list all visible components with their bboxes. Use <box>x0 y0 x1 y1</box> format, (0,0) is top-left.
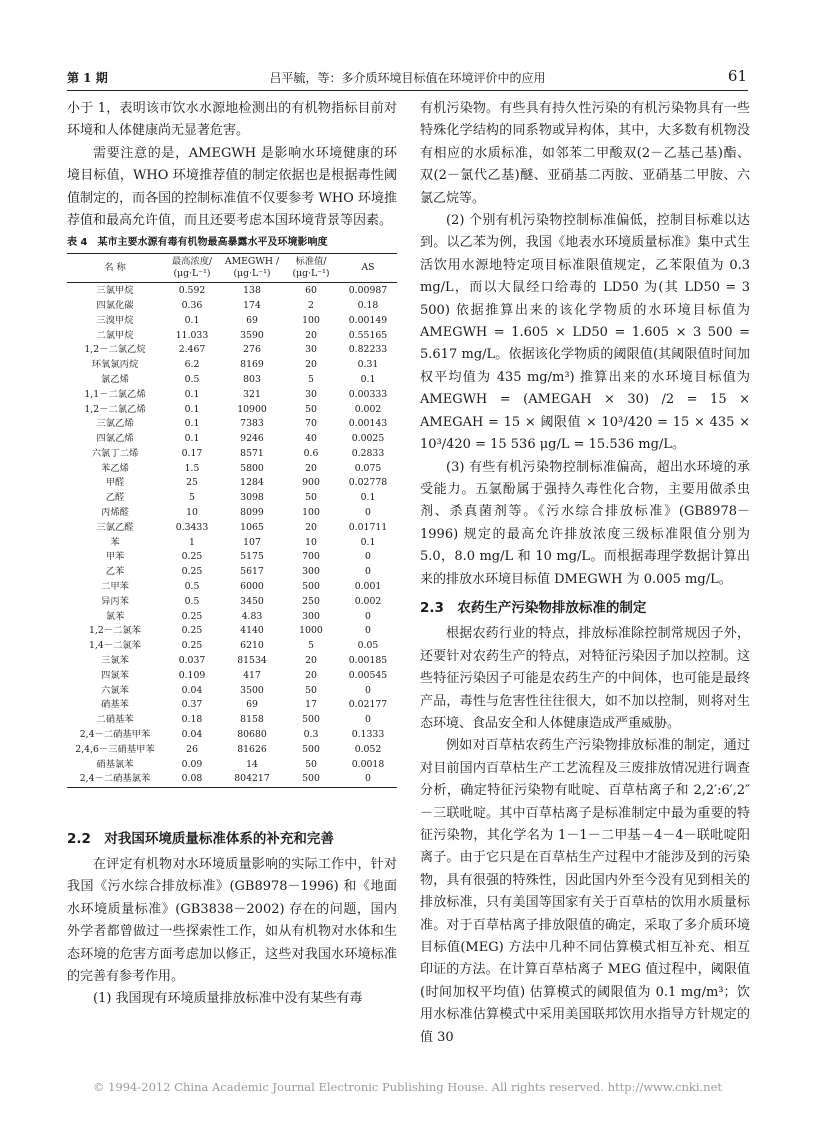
table-cell: 10900 <box>237 403 267 415</box>
table-cell: 100 <box>302 314 320 326</box>
table-cell: 0.18 <box>181 714 203 726</box>
table-row <box>67 357 397 372</box>
table-cell: 3098 <box>240 492 264 504</box>
table-row <box>67 372 397 387</box>
running-title: 吕平毓，等：多介质环境目标值在环境评价中的应用 <box>269 71 546 85</box>
table-cell: 8099 <box>240 507 264 519</box>
right-column <box>420 98 750 1049</box>
table-cell: 300 <box>302 610 320 622</box>
table-cell: 0.31 <box>357 359 379 371</box>
section-2-2-paragraph: 在评定有机物对水环境质量影响的实际工作中，针对我国《污水综合排放标准》(GB8978－1996) 和《地面水环境质量标准》(GB3838－2002) 存在的问题，国内外学者都曾做过一些探索性工作，如从有机物对水体和生态环境的危害方面考虑加以修正，这些对我国水环境标准的完善有参考作用。 <box>67 856 397 984</box>
table-cell: 0.01711 <box>348 521 388 533</box>
table-cell: 250 <box>302 595 320 607</box>
table-cell: 1,2－二氯乙烷 <box>84 344 146 356</box>
table-row <box>67 476 397 491</box>
copyright-footer: © 1994-2012 China Academic Journal Electronic Publishing House. All rights reserved. http://www.cnki.net <box>92 1080 723 1094</box>
table-cell: 六氯苯 <box>101 684 129 696</box>
table-cell: 二硝基苯 <box>96 714 134 726</box>
table-cell: 硝基氯苯 <box>96 758 134 770</box>
note-paragraph: 需要注意的是，AMEGWH 是影响水环境健康的环境目标值，WHO 环境推荐值的制定依据也是根据毒性阈值制定的，而各国的控制标准值不仅要参考 WHO 环境推荐值和最高允许值，而且还要考虑本国环境背景等因素。 <box>67 145 397 229</box>
table-row <box>67 653 397 668</box>
table-cell: 0.25 <box>181 640 203 652</box>
section-2-3-paragraph-b: 例如对百草枯农药生产污染物排放标准的制定，通过对目前国内百草枯生产工艺流程及三废排放情况进行调查分析，确定特征污染物有吡啶、百草枯离子和 2,2′:6′,2″－三联吡啶。其中百草枯离子是标准制定中最为重要的特征污染物，其化学名为 1－1－二甲基－4－4－联吡啶阳离子。由于它只是在百草枯生产过程中才能涉及到的污染物，具有很强的特殊性，因此国内外至今没有见到相关的排放标准，只有美国等国家有关于百草枯的饮用水质量标准。对于百草枯离子排放限值的确定，采取了多介质环境目标值(MEG) 方法中几种不同估算模式相互补充、相互印证的方法。在计算百草枯离子 MEG 值过程中，阈限值(时间加权平均值) 估算模式的阈限值为 0.1 mg/m³；饮用水标准估算模式中采用美国联邦饮用水指导方针规定的值 30 <box>420 738 750 1045</box>
page-number: 61 <box>727 67 747 85</box>
table-row <box>67 594 397 609</box>
table-cell: 0.037 <box>178 655 206 667</box>
table-cell: 1.5 <box>184 462 200 474</box>
table-cell: 25 <box>186 477 198 489</box>
table-cell: 50 <box>305 684 317 696</box>
header-cell: 名 称 <box>67 254 163 283</box>
table-cell: 0.04 <box>181 684 203 696</box>
table-cell: 30 <box>305 344 317 356</box>
table-cell: 四氯化碳 <box>96 299 134 311</box>
table-cell: 0.25 <box>181 551 203 563</box>
table-cell: 50 <box>305 492 317 504</box>
table-cell: 0.00185 <box>348 655 388 667</box>
table-cell: 0.17 <box>181 447 203 459</box>
table-cell: 80680 <box>237 729 267 741</box>
table-cell: 乙醛 <box>105 492 125 504</box>
table-cell: 甲醛 <box>105 477 125 489</box>
table-cell: 20 <box>305 655 317 667</box>
table-cell: 50 <box>305 758 317 770</box>
table-cell: 5 <box>308 373 314 385</box>
table-cell: 81534 <box>237 655 267 667</box>
table-cell: 0.55165 <box>348 329 388 341</box>
table-row <box>67 713 397 728</box>
table-cell: 0.001 <box>354 581 382 593</box>
table-row <box>67 742 397 757</box>
table-cell: 硝基苯 <box>101 699 129 711</box>
table-cell: 8169 <box>240 359 264 371</box>
table-cell: 69 <box>246 314 258 326</box>
table-cell: 803 <box>243 373 261 385</box>
table-cell: 0 <box>339 772 397 787</box>
table-cell: 0.002 <box>354 403 382 415</box>
table-cell: 26 <box>186 743 198 755</box>
table-cell: 1284 <box>240 477 264 489</box>
table-cell: 0.25 <box>181 610 203 622</box>
table-cell: 10 <box>305 536 317 548</box>
table-cell: 20 <box>305 329 317 341</box>
table-row <box>67 283 397 298</box>
table-cell: 环氧氯丙烷 <box>91 359 139 371</box>
table-cell: 3590 <box>240 329 264 341</box>
table-cell: 0.5 <box>184 581 200 593</box>
table-cell: 5175 <box>240 551 264 563</box>
section-2-3-title: 2.3 农药生产污染物排放标准的制定 <box>420 599 647 616</box>
table-cell: 8571 <box>240 447 264 459</box>
table-cell: 5617 <box>240 566 264 578</box>
section-2-3-paragraph-a: 根据农药行业的特点，排放标准除控制常规因子外，还要针对农药生产的特点，对特征污染因子加以控制。这些特征污染因子可能是农药生产的中间体，也可能是最终产品，毒性与危害性往往很大，如不加以控制，则将对生态环境、食品安全和人体健康造成严重威胁。 <box>420 626 750 731</box>
table-cell: 7383 <box>240 418 264 430</box>
table-row <box>67 520 397 535</box>
table-cell: 900 <box>302 477 320 489</box>
table-row <box>67 550 397 565</box>
table-cell: 0.00333 <box>348 388 388 400</box>
table-cell: 2.467 <box>178 344 206 356</box>
section-2-2-item-1: (1) 我国现有环境质量排放标准中没有某些有毒 <box>93 991 363 1007</box>
table-cell: 50 <box>305 403 317 415</box>
table-row <box>67 757 397 772</box>
table-cell: 0.18 <box>357 299 379 311</box>
table-row <box>67 298 397 313</box>
table-cell: 乙苯 <box>105 566 125 578</box>
table-cell: 0.1333 <box>351 729 385 741</box>
table-cell: 异丙苯 <box>101 595 129 607</box>
table-cell: 0.109 <box>178 669 206 681</box>
table-cell: 1,2－二氯苯 <box>89 625 141 637</box>
table-cell: 0.00987 <box>348 285 388 297</box>
table-cell: 四氯乙烯 <box>96 433 134 445</box>
table-cell: 6210 <box>240 640 264 652</box>
table-cell: 0.0025 <box>351 433 385 445</box>
table-cell: 700 <box>302 551 320 563</box>
header-cell: AMEGWH / (μg·L⁻¹) <box>221 254 283 283</box>
table-row <box>67 431 397 446</box>
table-cell: 4140 <box>240 625 264 637</box>
table-cell: 0 <box>365 507 371 519</box>
table-cell: 3450 <box>240 595 264 607</box>
table-cell: 0 <box>365 610 371 622</box>
table-cell: 0.1 <box>184 388 200 400</box>
table-cell: 69 <box>246 699 258 711</box>
table-cell: 0.25 <box>181 566 203 578</box>
table-row <box>67 535 397 550</box>
table-cell: 5 <box>189 492 195 504</box>
table-cell: 11.033 <box>175 329 209 341</box>
table-row <box>67 609 397 624</box>
table-row <box>67 683 397 698</box>
table-cell: 0.5 <box>184 595 200 607</box>
table-cell: 417 <box>243 669 261 681</box>
table-cell: 6.2 <box>184 359 200 371</box>
header-cell: 标准值/ (μg·L⁻¹) <box>283 254 339 283</box>
table-row <box>67 461 397 476</box>
table-cell: 0.3433 <box>175 521 209 533</box>
table-cell: 二甲苯 <box>101 581 129 593</box>
table-cell: 0 <box>365 684 371 696</box>
table-cell: 0 <box>365 625 371 637</box>
data-table <box>67 253 397 787</box>
table-cell: 20 <box>305 359 317 371</box>
table-cell: 0.0018 <box>351 758 385 770</box>
table-cell: 0.6 <box>303 447 319 459</box>
table-cell: 100 <box>302 507 320 519</box>
table-row <box>67 727 397 742</box>
table-cell: 0.1 <box>184 314 200 326</box>
table-cell: 0.1 <box>360 536 376 548</box>
table-cell: 276 <box>243 344 261 356</box>
table-cell: 17 <box>305 699 317 711</box>
table-cell: 300 <box>302 566 320 578</box>
header-cell: 最高浓度/ (μg·L⁻¹) <box>163 254 221 283</box>
table-cell: 6000 <box>240 581 264 593</box>
table-row <box>67 417 397 432</box>
table-cell: 9246 <box>240 433 264 445</box>
table-cell: 0.04 <box>181 729 203 741</box>
table-cell: 40 <box>305 433 317 445</box>
section-2-2-title: 2.2 对我国环境质量标准体系的补充和完善 <box>67 830 334 847</box>
table-cell: 20 <box>305 521 317 533</box>
table-cell: 138 <box>243 285 261 297</box>
page-header <box>0 0 815 100</box>
table-cell: 氯苯 <box>105 610 125 622</box>
table-cell: 0.25 <box>181 625 203 637</box>
table-cell: 0.00149 <box>348 314 388 326</box>
table-cell: 0.1 <box>360 492 376 504</box>
table-cell: 0.08 <box>163 772 221 787</box>
table-cell: 0.09 <box>181 758 203 770</box>
table-cell: 0.37 <box>181 699 203 711</box>
table-title: 表 4 某市主要水源有毒有机物最高暴露水平及环境影响度 <box>67 237 328 249</box>
table-cell: 14 <box>246 758 258 770</box>
table-cell: 8158 <box>240 714 264 726</box>
table-cell: 2 <box>308 299 314 311</box>
table-header-row <box>67 254 397 283</box>
table-cell: 0.05 <box>357 640 379 652</box>
table-cell: 六氯丁二烯 <box>91 447 139 459</box>
table-cell: 0 <box>365 566 371 578</box>
table-cell: 0.2833 <box>351 447 385 459</box>
table-row <box>67 328 397 343</box>
table-cell: 2,4,6－三硝基甲苯 <box>75 743 155 755</box>
table-cell: 0.002 <box>354 595 382 607</box>
header-rule <box>67 90 748 91</box>
table-cell: 三氯乙醛 <box>96 521 134 533</box>
table-cell: 500 <box>283 772 339 787</box>
table-cell: 0.00143 <box>348 418 388 430</box>
table-row <box>67 491 397 506</box>
table-cell: 丙烯醛 <box>101 507 129 519</box>
table-cell: 0.1 <box>184 403 200 415</box>
table-row <box>67 505 397 520</box>
table-cell: 0.075 <box>354 462 382 474</box>
intro-paragraph: 小于 1，表明该市饮水水源地检测出的有机物指标目前对环境和人体健康尚无显著危害。 <box>67 101 397 139</box>
table-cell: 苯乙烯 <box>101 462 129 474</box>
table-cell: 0.3 <box>303 729 319 741</box>
table-cell: 1,4－二氯苯 <box>89 640 141 652</box>
table-cell: 0.82233 <box>348 344 388 356</box>
table-cell: 0.02778 <box>348 477 388 489</box>
table-cell: 500 <box>302 743 320 755</box>
table-row <box>67 565 397 580</box>
table-cell: 0.052 <box>354 743 382 755</box>
table-cell: 0.02177 <box>348 699 388 711</box>
table-cell: 500 <box>302 714 320 726</box>
table-row <box>67 313 397 328</box>
table-row <box>67 343 397 358</box>
table-row <box>67 387 397 402</box>
table-cell: 0.00545 <box>348 669 388 681</box>
table-row <box>67 639 397 654</box>
table-cell: 321 <box>243 388 261 400</box>
table-cell: 2,4－二硝基甲苯 <box>79 729 151 741</box>
table-cell: 二氯甲烷 <box>96 329 134 341</box>
table-cell: 20 <box>305 669 317 681</box>
table-cell: 2,4－二硝基氯苯 <box>67 772 163 787</box>
left-column <box>67 98 397 1011</box>
table-row <box>67 698 397 713</box>
table-cell: 500 <box>302 581 320 593</box>
table-cell: 1 <box>189 536 195 548</box>
table-cell: 1000 <box>299 625 323 637</box>
table-row <box>67 624 397 639</box>
table-row <box>67 579 397 594</box>
table-cell: 10 <box>186 507 198 519</box>
table-cell: 0.1 <box>184 418 200 430</box>
table-cell: 4.83 <box>241 610 263 622</box>
table-cell: 81626 <box>237 743 267 755</box>
table-body <box>67 283 397 787</box>
table-cell: 0.592 <box>178 285 206 297</box>
table-cell: 0.36 <box>181 299 203 311</box>
table-cell: 5800 <box>240 462 264 474</box>
table-cell: 0.5 <box>184 373 200 385</box>
table-cell: 1,2－二氯乙烯 <box>84 403 146 415</box>
item-3-paragraph: (3) 有些有机污染物控制标准偏高，超出水环境的承受能力。五氯酚属于强持久毒性化合物，主要用做杀虫剂、杀真菌剂等。《污水综合排放标准》(GB8978－1996) 规定的最高允许排放浓度三级标准限值分别为 5.0，8.0 mg/L 和 10 mg/L。而根据毒理学数据计算出来的排放水环境目标值 DMEGWH 为 0.005 mg/L。 <box>420 459 750 587</box>
table-cell: 0.1 <box>360 373 376 385</box>
table-cell: 20 <box>305 462 317 474</box>
table-cell: 70 <box>305 418 317 430</box>
table-cell: 5 <box>308 640 314 652</box>
item-2-paragraph: (2) 个别有机污染物控制标准偏低，控制目标难以达到。以乙苯为例，我国《地表水环境质量标准》集中式生活饮用水源地特定项目标准限值规定，乙苯限值为 0.3 mg/L，而以大鼠经口给毒的 LD50 为(其 LD50 = 3 500) 依据推算出来的该化学物质的水环境目标值为 AMEGWH = 1.605 × LD50 = 1.605 × 3 500 = 5.617 mg/L。依据该化学物质的阈限值(其阈限值时间加权平均值为 435 mg/m³) 推算出来的水环境目标值为 AMEGWH = (AMEGAH × 30) /2 = 15 × AMEGAH = 15 × 阈限值 × 10³/420 = 15 × 435 × 10³/420 = 15 536 μg/L = 15.536 mg/L。 <box>420 213 750 453</box>
table-cell: 804217 <box>221 772 283 787</box>
table-row <box>67 402 397 417</box>
table-cell: 1,1－二氯乙烯 <box>84 388 146 400</box>
table-cell: 3500 <box>240 684 264 696</box>
table-cell: 1065 <box>240 521 264 533</box>
header-cell: AS <box>339 254 397 283</box>
table-cell: 30 <box>305 388 317 400</box>
table-cell: 60 <box>305 285 317 297</box>
table-row <box>67 668 397 683</box>
table-cell: 0 <box>365 714 371 726</box>
table-cell: 氯乙烯 <box>101 373 129 385</box>
table-cell: 174 <box>243 299 261 311</box>
issue-number: 第 1 期 <box>67 71 108 85</box>
table-cell: 三溴甲烷 <box>96 314 134 326</box>
table-cell: 甲苯 <box>105 551 125 563</box>
table-cell: 四氯苯 <box>101 669 129 681</box>
table-row <box>67 446 397 461</box>
table-cell: 苯 <box>110 536 120 548</box>
table-row <box>67 772 397 787</box>
table-cell: 三氯甲烷 <box>96 285 134 297</box>
table-cell: 三氯苯 <box>101 655 129 667</box>
continuation-paragraph: 有机污染物。有些具有持久性污染的有机污染物具有一些特殊化学结构的同系物或异构体，其中，大多数有机物没有相应的水质标准，如邻苯二甲酸双(2－乙基己基)酯、双(2－氯代乙基)醚、亚硝基二丙胺、亚硝基二甲胺、六氯乙烷等。 <box>420 101 750 206</box>
table-cell: 0.1 <box>184 433 200 445</box>
table-cell: 0 <box>365 551 371 563</box>
table-cell: 三氯乙烯 <box>96 418 134 430</box>
table-cell: 107 <box>243 536 261 548</box>
